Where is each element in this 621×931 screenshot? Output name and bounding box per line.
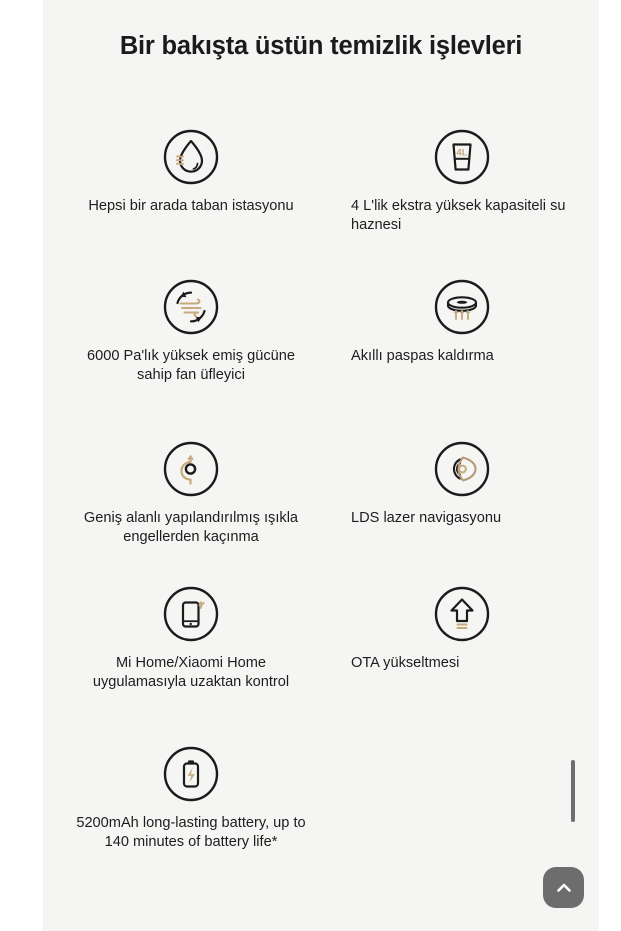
lds-laser-navigation-icon xyxy=(433,440,491,498)
obstacle-avoidance-icon xyxy=(162,440,220,498)
feature-item-battery xyxy=(43,745,321,895)
feature-row xyxy=(43,278,599,440)
feature-item-base-station xyxy=(43,128,321,278)
fan-blower-icon xyxy=(162,278,220,336)
feature-label: 5200mAh long-lasting battery, up to 140 minutes of battery life* xyxy=(76,815,306,850)
battery-icon xyxy=(162,745,220,803)
feature-item-app-control xyxy=(43,585,321,745)
svg-text:4L: 4L xyxy=(456,147,468,159)
ota-upgrade-icon xyxy=(433,585,491,643)
chevron-up-icon xyxy=(553,877,575,899)
feature-label: LDS lazer navigasyonu xyxy=(351,510,502,526)
feature-item-fan-blower xyxy=(43,278,321,440)
feature-row xyxy=(43,128,599,278)
feature-label: Geniş alanlı yapılandırılmış ışıkla engellerden kaçınma xyxy=(83,510,299,545)
feature-item-mop-lift xyxy=(321,278,599,440)
feature-label: Hepsi bir arada taban istasyonu xyxy=(88,198,294,214)
vertical-scrollbar[interactable] xyxy=(565,0,575,931)
feature-item-water-tank xyxy=(321,128,599,278)
page-title: Bir bakışta üstün temizlik işlevleri xyxy=(119,32,523,60)
scrollbar-thumb[interactable] xyxy=(571,760,575,822)
feature-label: Akıllı paspas kaldırma xyxy=(351,348,494,364)
smartphone-remote-icon xyxy=(162,585,220,643)
feature-label: 6000 Pa'lık yüksek emiş gücüne sahip fan üfleyici xyxy=(86,348,296,383)
feature-label: OTA yükseltmesi xyxy=(351,655,460,671)
scroll-to-top-button[interactable] xyxy=(543,867,584,908)
feature-label: Mi Home/Xiaomi Home uygulamasıyla uzaktan kontrol xyxy=(92,655,290,690)
feature-row xyxy=(43,745,599,895)
feature-grid xyxy=(43,128,599,895)
feature-item-lds-navigation xyxy=(321,440,599,585)
mop-lift-icon xyxy=(433,278,491,336)
right-edge-strip xyxy=(599,0,621,931)
content-pane xyxy=(43,0,599,931)
feature-label: 4 L'lik ekstra yüksek kapasiteli su haznesi xyxy=(351,198,566,233)
feature-item-obstacle-avoidance xyxy=(43,440,321,585)
feature-item-ota-upgrade xyxy=(321,585,599,745)
feature-row xyxy=(43,585,599,745)
water-tank-4l-icon xyxy=(433,128,491,186)
water-drop-icon xyxy=(162,128,220,186)
feature-row xyxy=(43,440,599,585)
